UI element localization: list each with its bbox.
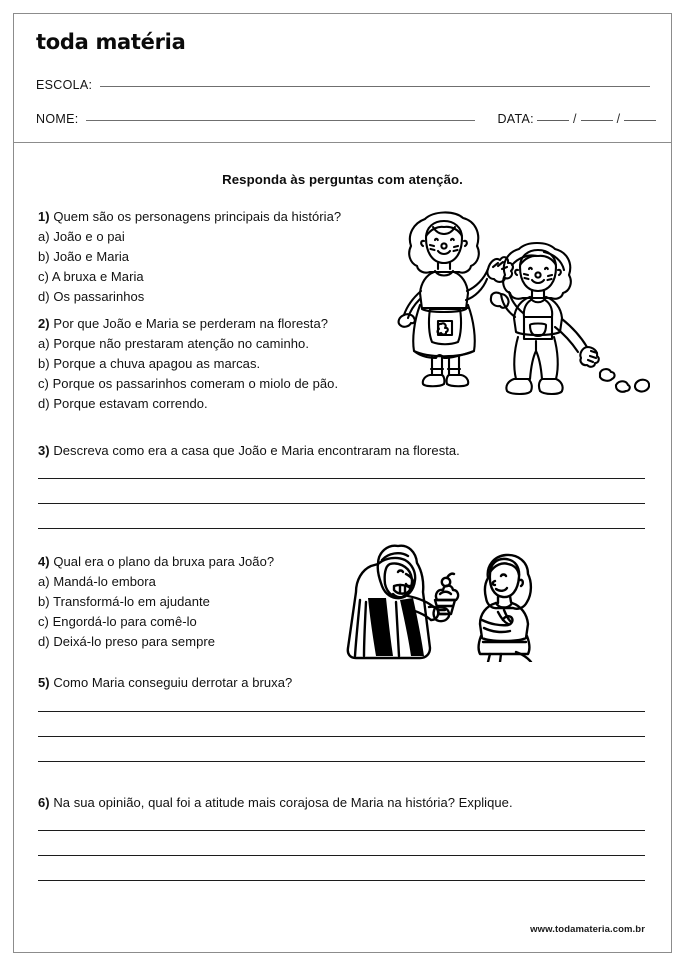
question-4-option-d[interactable]: d) Deixá-lo preso para sempre: [38, 634, 216, 649]
question-2: [38, 314, 338, 414]
question-4-text: Qual era o plano da bruxa para João?: [53, 554, 275, 569]
question-1-prompt: [38, 207, 341, 227]
question-3-number: 3): [38, 443, 50, 458]
date-year-input[interactable]: [624, 120, 656, 121]
question-4-option-b[interactable]: b) Transformá-lo em ajudante: [38, 594, 210, 609]
date-separator-2: /: [616, 112, 621, 126]
question-5-answer-line-1[interactable]: [38, 711, 645, 712]
question-2-option-d[interactable]: d) Porque estavam correndo.: [38, 396, 208, 411]
question-1-text: Quem são os personagens principais da história?: [53, 209, 342, 224]
escola-field-row: [36, 78, 650, 92]
question-5-answer-line-2[interactable]: [38, 736, 645, 737]
question-1-option-b[interactable]: b) João e Maria: [38, 249, 130, 264]
bruxa-e-crianca-illustration: [338, 540, 573, 662]
question-5-number: 5): [38, 675, 50, 690]
question-1: [38, 207, 341, 307]
question-5-prompt: [38, 673, 292, 693]
date-month-input[interactable]: [581, 120, 613, 121]
question-1-option-a[interactable]: a) João e o pai: [38, 229, 125, 244]
nome-label: NOME:: [36, 112, 79, 126]
question-6-answer-line-3[interactable]: [38, 880, 645, 881]
date-day-input[interactable]: [537, 120, 569, 121]
question-2-prompt: [38, 314, 338, 334]
page-title: Responda às perguntas com atenção.: [222, 172, 463, 187]
question-6-answer-line-2[interactable]: [38, 855, 645, 856]
brand-logo: toda matéria: [36, 30, 186, 54]
question-6-text: Na sua opinião, qual foi a atitude mais corajosa de Maria na história? Explique.: [53, 795, 513, 810]
question-1-number: 1): [38, 209, 50, 224]
question-6-answer-line-1[interactable]: [38, 830, 645, 831]
nome-input-rule[interactable]: [86, 120, 475, 121]
question-3: [38, 441, 460, 461]
nome-field-row: [36, 112, 650, 126]
joao-e-maria-illustration: [378, 205, 650, 405]
worksheet-header: [14, 14, 671, 142]
question-4-number: 4): [38, 554, 50, 569]
escola-input-rule[interactable]: [100, 86, 650, 87]
question-5: [38, 673, 292, 693]
question-1-option-d[interactable]: d) Os passarinhos: [38, 289, 145, 304]
question-5-text: Como Maria conseguiu derrotar a bruxa?: [53, 675, 293, 690]
question-4: [38, 552, 274, 652]
question-4-option-c[interactable]: c) Engordá-lo para comê-lo: [38, 614, 197, 629]
question-3-answer-line-3[interactable]: [38, 528, 645, 529]
question-3-prompt: [38, 441, 460, 461]
date-separator-1: /: [572, 112, 577, 126]
question-3-answer-line-1[interactable]: [38, 478, 645, 479]
question-2-text: Por que João e Maria se perderam na floresta?: [53, 316, 329, 331]
question-3-text: Descreva como era a casa que João e Maria encontraram na floresta.: [53, 443, 460, 458]
question-2-option-c[interactable]: c) Porque os passarinhos comeram o miolo de pão.: [38, 376, 339, 391]
question-6: [38, 793, 513, 813]
question-2-option-a[interactable]: a) Porque não prestaram atenção no caminho.: [38, 336, 309, 351]
question-6-number: 6): [38, 795, 50, 810]
question-1-option-c[interactable]: c) A bruxa e Maria: [38, 269, 144, 284]
question-2-option-b[interactable]: b) Porque a chuva apagou as marcas.: [38, 356, 261, 371]
question-2-number: 2): [38, 316, 50, 331]
escola-label: ESCOLA:: [36, 78, 93, 92]
question-3-answer-line-2[interactable]: [38, 503, 645, 504]
question-5-answer-line-3[interactable]: [38, 761, 645, 762]
footer-website-url: www.todamateria.com.br: [530, 924, 645, 935]
question-6-prompt: [38, 793, 513, 813]
question-4-prompt: [38, 552, 274, 572]
header-divider: [14, 142, 671, 143]
data-label: DATA:: [497, 112, 534, 126]
data-field-group: [497, 112, 659, 126]
question-4-option-a[interactable]: a) Mandá-lo embora: [38, 574, 156, 589]
